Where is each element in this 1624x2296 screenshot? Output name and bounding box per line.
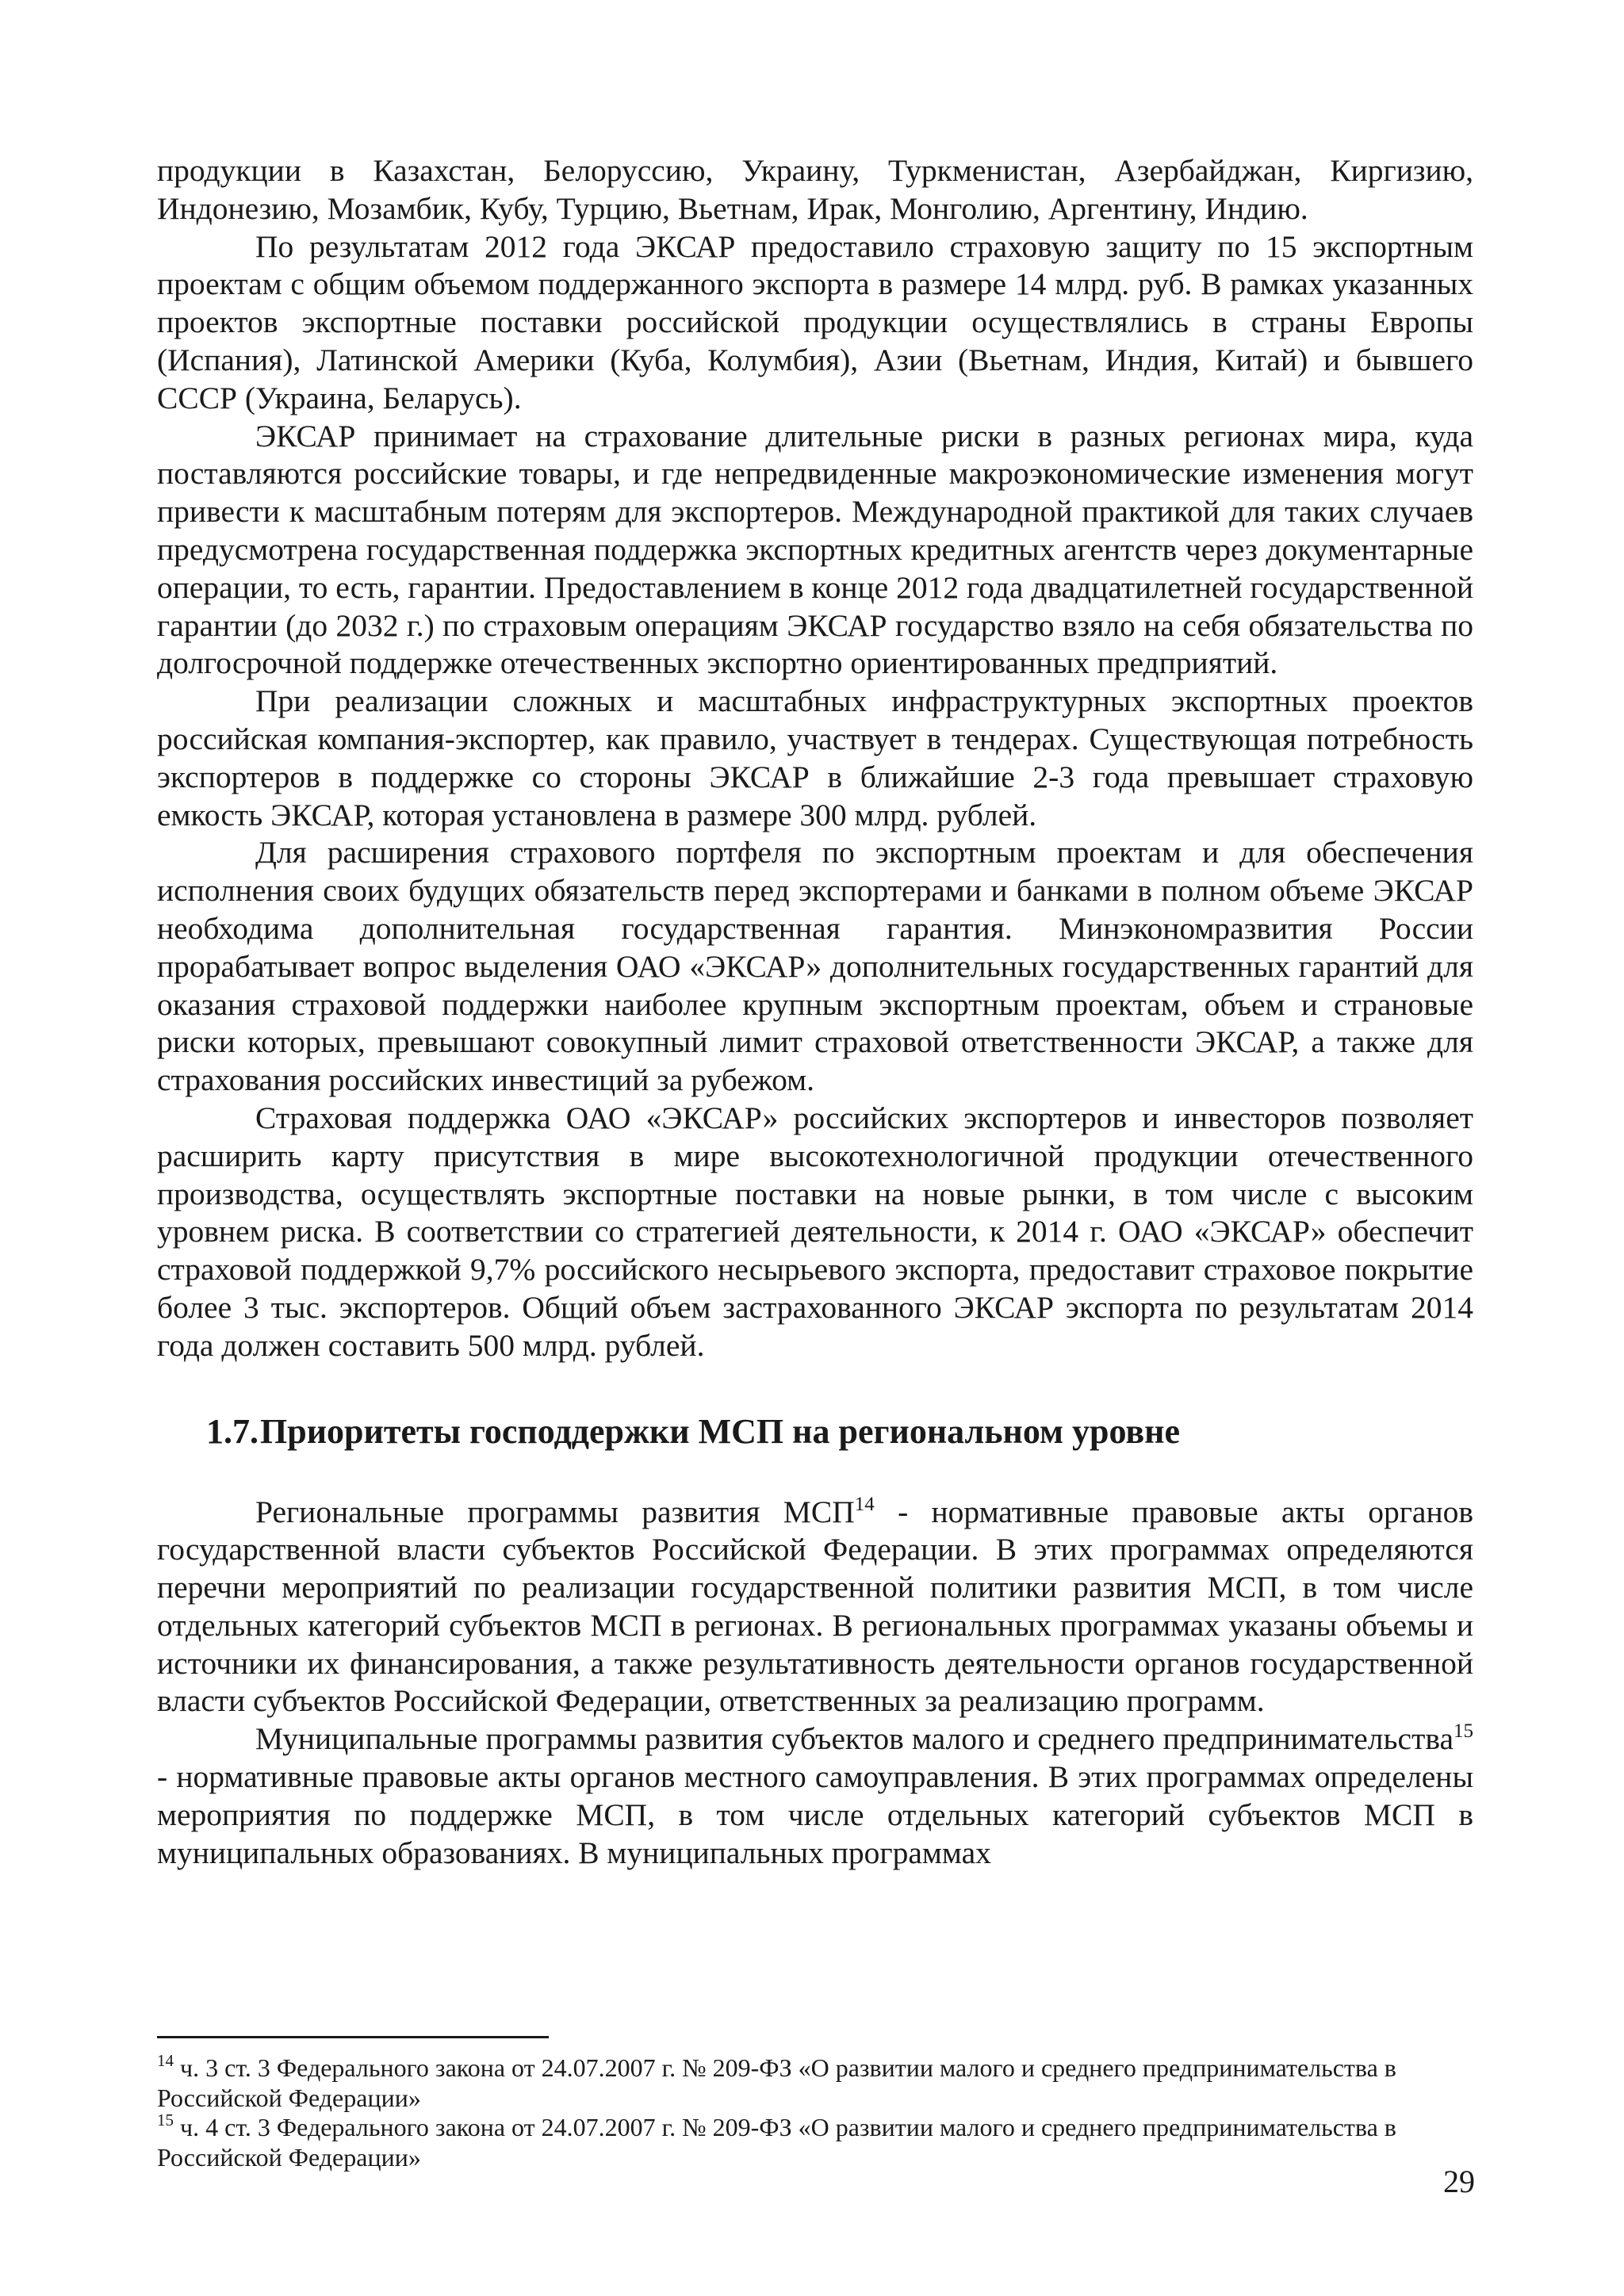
footnotes: [157, 2053, 1473, 2172]
paragraph-insurance-support: Страховая поддержка ОАО «ЭКСАР» российских экспортеров и инвесторов позволяет расширить карту присутствия в мире высокотехнологичной продукции отечественного производства, осуществлять экспортные поставки на новые рынки, в том числе с высоким уровнем риска. В соответствии со стратегией деятельности, к 2014 г. ОАО «ЭКСАР» обеспечит страховой поддержкой 9,7% российского несырьевого экспорта, предоставит страховое покрытие более 3 тыс. экспортеров. Общий объем застрахованного ЭКСАР экспорта по результатам 2014 года должен составить 500 млрд. рублей.: [157, 1100, 1473, 1363]
page-number: 29: [1443, 2164, 1475, 2199]
paragraph-municipal-programs: [157, 1720, 1473, 1872]
paragraph-text: Региональные программы развития МСП: [255, 1494, 855, 1529]
paragraph-portfolio-expansion: Для расширения страхового портфеля по экспортным проектам и для обеспечения исполнения своих будущих обязательств перед экспортерами и банками в полном объеме ЭКСАР необходима дополнительная государственная гарантия. Минэкономразвития России прорабатывает вопрос выделения ОАО «ЭКСАР» дополнительных государственных гарантий для оказания страховой поддержки наиболее крупным экспортным проектам, объем и страновые риски которых, превышают совокупный лимит страховой ответственности ЭКСАР, а также для страхования российских инвестиций за рубежом.: [157, 835, 1473, 1098]
paragraph-exar-long-term-risks: ЭКСАР принимает на страхование длительные риски в разных регионах мира, куда поставляются российские товары, и где непредвиденные макроэкономические изменения могут привести к масштабным потерям для экспортеров. Международной практикой для таких случаев предусмотрена государственная поддержка экспортных кредитных агентств через документарные операции, то есть, гарантии. Предоставлением в конце 2012 года двадцатилетней государственной гарантии (до 2032 г.) по страховым операциям ЭКСАР государство взяло на себя обязательства по долгосрочной поддержке отечественных экспортно ориентированных предприятий.: [157, 418, 1473, 681]
section-number: 1.7.: [206, 1411, 259, 1451]
paragraph-infrastructure-projects: При реализации сложных и масштабных инфраструктурных экспортных проектов российская компания-экспортер, как правило, участвует в тендерах. Существующая потребность экспортеров в поддержке со стороны ЭКСАР в ближайшие 2-3 года превышает страховую емкость ЭКСАР, которая установлена в размере 300 млрд. рублей.: [157, 683, 1473, 832]
footnote-15: [157, 2110, 1473, 2172]
footnote-mark: 14: [157, 2051, 174, 2070]
section-title: Приоритеты господдержки МСП на региональном уровне: [260, 1411, 1181, 1451]
footnote-separator: [157, 2036, 549, 2038]
page-body: [157, 152, 1473, 1872]
footnote-ref-15[interactable]: 15: [1454, 1720, 1473, 1743]
paragraph-text: - нормативные правовые акты органов местного самоуправления. В этих программах определены мероприятия по поддержке МСП, в том числе отдельных категорий субъектов МСП в муниципальных образованиях. В муниципальных программах: [157, 1759, 1473, 1870]
paragraph-exar-2012-results: По результатам 2012 года ЭКСАР предоставило страховую защиту по 15 экспортным проектам с общим объемом поддержанного экспорта в размере 14 млрд. руб. В рамках указанных проектов экспортные поставки российской продукции осуществлялись в страны Европы (Испания), Латинской Америки (Куба, Колумбия), Азии (Вьетнам, Индия, Китай) и бывшего СССР (Украина, Беларусь).: [157, 228, 1473, 415]
paragraph-text: Муниципальные программы развития субъектов малого и среднего предпринимательства: [255, 1721, 1454, 1757]
footnote-text: ч. 3 ст. 3 Федерального закона от 24.07.2007 г. № 209-ФЗ «О развитии малого и среднего предпринимательства в Российской Федерации»: [157, 2053, 1396, 2112]
paragraph-text: - нормативные правовые акты органов государственной власти субъектов Российской Федерации. В этих программах определяются перечни мероприятий по реализации государственной политики развития МСП, в том числе отдельных категорий субъектов МСП в регионах. В региональных программах указаны объемы и источники их финансирования, а также результативность деятельности органов государственной власти субъектов Российской Федерации, ответственных за реализацию программ.: [157, 1494, 1473, 1719]
paragraph-regional-programs: [157, 1494, 1473, 1721]
paragraph-continuation: продукции в Казахстан, Белоруссию, Украину, Туркменистан, Азербайджан, Киргизию, Индонезию, Мозамбик, Кубу, Турцию, Вьетнам, Ирак, Монголию, Аргентину, Индию.: [157, 153, 1473, 226]
section-heading: [157, 1410, 1473, 1454]
footnote-mark: 15: [157, 2110, 174, 2130]
footnote-ref-14[interactable]: 14: [854, 1493, 875, 1515]
footnote-14: [157, 2053, 1473, 2113]
footnote-text: ч. 4 ст. 3 Федерального закона от 24.07.2007 г. № 209-ФЗ «О развитии малого и среднего предпринимательства в Российской Федерации»: [157, 2113, 1396, 2172]
